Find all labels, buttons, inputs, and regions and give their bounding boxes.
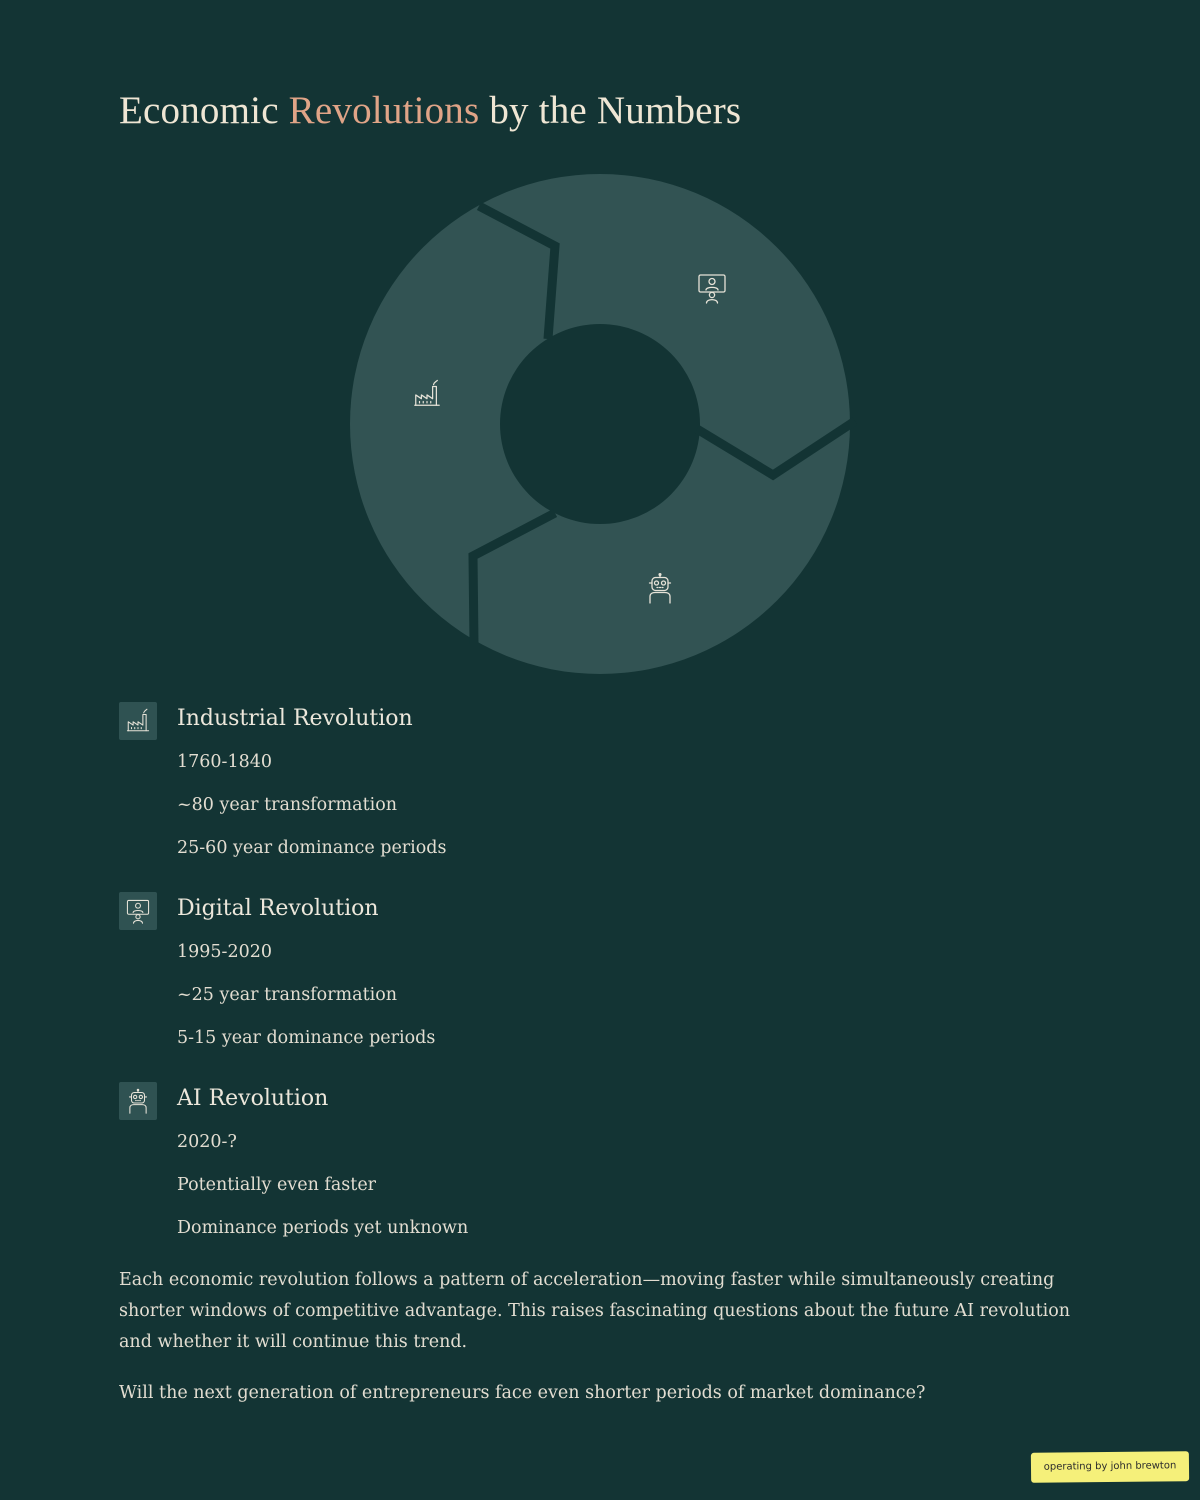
computer-user-icon — [125, 898, 151, 924]
credit-badge: operating by john brewton — [1031, 1451, 1189, 1483]
legend-icon-box — [119, 1082, 157, 1120]
closing-question: Will the next generation of entrepreneurs face even shorter periods of market dominance? — [119, 1383, 926, 1403]
summary-paragraph: Each economic revolution follows a pattern of acceleration—moving faster while simultaneously creating shorter windows of competitive advantage. This raises fascinating questions about the future AI revolution and whether it will continue this trend. — [119, 1270, 1071, 1352]
title-accent-word: Revolutions — [288, 89, 480, 132]
page-title — [119, 88, 741, 133]
legend-name: Digital Revolution — [177, 896, 379, 921]
legend-period: 1995-2020 — [177, 942, 272, 962]
legend-dominance: 25-60 year dominance periods — [177, 838, 447, 858]
cycle-center-hole — [500, 324, 700, 524]
legend-period: 1760-1840 — [177, 752, 272, 772]
robot-icon — [125, 1088, 151, 1114]
title-text-end: by the Numbers — [479, 89, 742, 132]
legend-item-digital — [119, 892, 1019, 1082]
revolution-cycle-diagram — [340, 164, 860, 684]
title-text-start: Economic — [119, 89, 289, 132]
legend-period: 2020-? — [177, 1132, 237, 1152]
legend-icon-box — [119, 892, 157, 930]
legend-duration: ~25 year transformation — [177, 985, 398, 1005]
legend-duration: ~80 year transformation — [177, 795, 398, 815]
revolution-legend — [119, 702, 1019, 1272]
legend-item-ai — [119, 1082, 1019, 1272]
legend-dominance: 5-15 year dominance periods — [177, 1028, 436, 1048]
legend-name: Industrial Revolution — [177, 706, 413, 731]
legend-item-industrial — [119, 702, 1019, 892]
factory-icon — [125, 708, 151, 734]
legend-duration: Potentially even faster — [177, 1175, 377, 1195]
legend-dominance: Dominance periods yet unknown — [177, 1218, 469, 1238]
legend-name: AI Revolution — [177, 1086, 329, 1111]
legend-icon-box — [119, 702, 157, 740]
